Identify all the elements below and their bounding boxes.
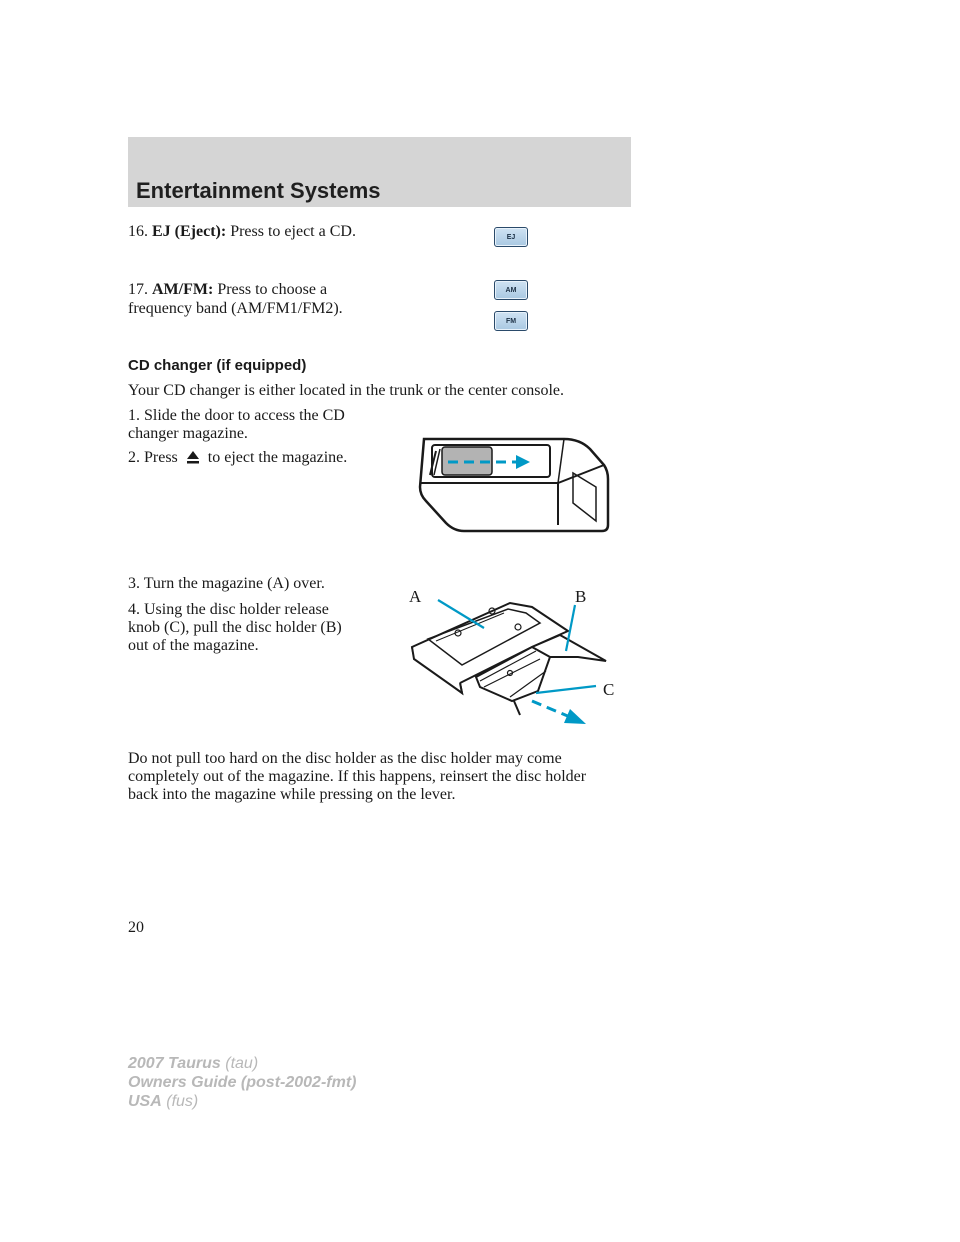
footer-market-name: USA [128, 1093, 162, 1110]
item-amfm-line2: frequency band (AM/FM1/FM2). [128, 300, 343, 317]
page-number: 20 [128, 919, 144, 936]
step-1-line-1: 1. Slide the door to access the CD [128, 407, 345, 424]
step-4-line-3: out of the magazine. [128, 637, 259, 654]
callout-a: A [409, 587, 422, 606]
footer-model [128, 1055, 258, 1073]
step-4-line-1: 4. Using the disc holder release [128, 601, 329, 618]
step-4-line-2: knob (C), pull the disc holder (B) [128, 619, 342, 636]
footer-model-code: (tau) [225, 1055, 259, 1072]
step-2 [128, 448, 347, 468]
note-line-2: completely out of the magazine. If this happens, reinsert the disc holder [128, 768, 587, 785]
footer-market [128, 1093, 198, 1111]
item-label: EJ (Eject): [152, 223, 227, 240]
cd-changer-intro: Your CD changer is either located in the trunk or the center console. [128, 382, 565, 399]
footer-guide-name: Owners Guide (post-2002-fmt) [128, 1074, 357, 1091]
footer-model-name: 2007 Taurus [128, 1055, 221, 1072]
magazine-illustration [400, 575, 630, 735]
cd-changer-illustration [408, 425, 618, 535]
step-3: 3. Turn the magazine (A) over. [128, 575, 325, 592]
note-line-1: Do not pull too hard on the disc holder as the disc holder may come [128, 750, 562, 767]
item-number: 16. [128, 223, 148, 240]
fm-button-icon: FM [494, 311, 528, 331]
callout-b: B [575, 587, 587, 606]
section-title: Entertainment Systems [136, 178, 381, 203]
item-number: 17. [128, 281, 148, 298]
note-line-3: back into the magazine while pressing on the lever. [128, 786, 456, 803]
eject-icon [186, 450, 200, 464]
step-2-pre: 2. Press [128, 449, 178, 466]
item-text: Press to eject a CD. [230, 223, 356, 240]
item-amfm [128, 280, 327, 300]
eject-button-icon: EJ [494, 227, 528, 247]
callout-c: C [603, 680, 615, 699]
am-button-icon: AM [494, 280, 528, 300]
footer-guide [128, 1074, 356, 1092]
step-2-post: to eject the magazine. [207, 449, 348, 466]
item-text: Press to choose a [217, 281, 328, 298]
item-label: AM/FM: [152, 281, 214, 298]
footer-market-code: (fus) [166, 1093, 199, 1110]
item-eject [128, 222, 356, 242]
step-1-line-2: changer magazine. [128, 425, 248, 442]
cd-changer-heading: CD changer (if equipped) [128, 357, 307, 374]
